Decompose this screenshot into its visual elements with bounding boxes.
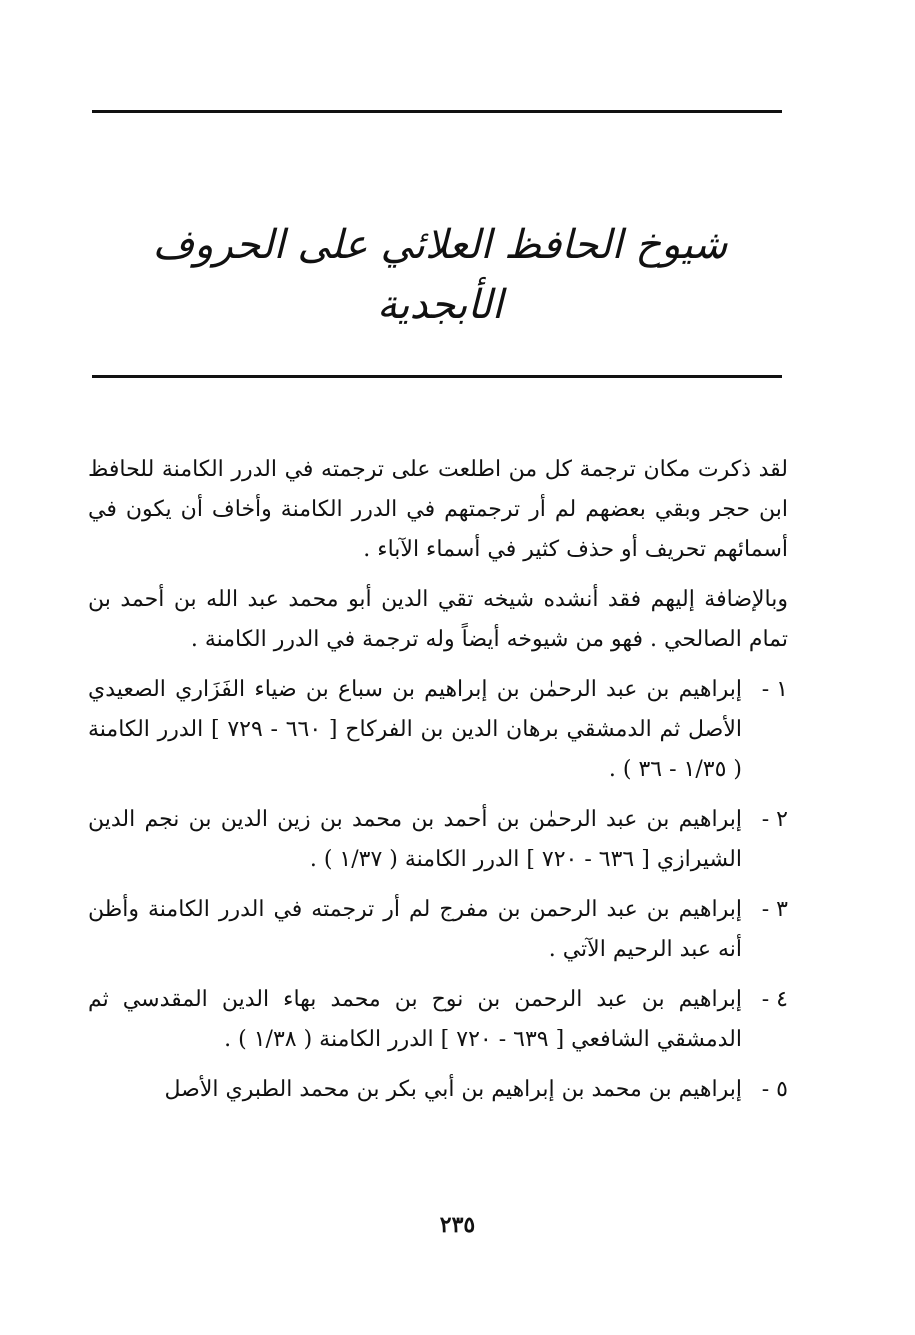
page-body [88, 450, 788, 1110]
page-title: شيوخ الحافظ العلائي على الحروف الأبجدية [152, 222, 728, 328]
entry-number: ٢ - [761, 807, 788, 832]
top-rule [92, 110, 782, 113]
entry-number: ٤ - [761, 987, 788, 1012]
entry-text: إبراهيم بن عبد الرحمن بن نوح بن محمد بهاء الدين المقدسي ثم الدمشقي الشافعي [ ٦٣٩ - ٧٢٠ ] الدرر الكامنة ( ١/٣٨ ) . [88, 987, 742, 1052]
entry-number: ١ - [761, 677, 788, 702]
entry-item [88, 1070, 788, 1110]
bottom-rule [92, 375, 782, 378]
intro-paragraph: لقد ذكرت مكان ترجمة كل من اطلعت على ترجمته في الدرر الكامنة للحافظ ابن حجر وبقي بعضهم لم أر ترجمتهم في الدرر الكامنة وأخاف أن يكون في أسمائهم تحريف أو حذف كثير في أسماء الآباء . [88, 457, 788, 562]
entry-text: إبراهيم بن عبد الرحمٰن بن إبراهيم بن سباع بن ضياء الفَزَاري الصعيدي الأصل ثم الدمشقي برهان الدين بن الفركاح [ ٦٦٠ - ٧٢٩ ] الدرر الكامنة ( ١/٣٥ - ٣٦ ) . [88, 677, 743, 782]
entry-item [88, 980, 788, 1060]
entry-item [88, 800, 788, 880]
entry-text: إبراهيم بن عبد الرحمن بن مفرج لم أر ترجمته في الدرر الكامنة وأظن أنه عبد الرحيم الآتي . [88, 897, 742, 962]
entry-text: إبراهيم بن عبد الرحمٰن بن أحمد بن محمد بن زين الدين بن نجم الدين الشيرازي [ ٦٣٦ - ٧٢٠ ] الدرر الكامنة ( ١/٣٧ ) . [88, 807, 742, 872]
entry-item [88, 890, 788, 970]
addition-paragraph: وبالإضافة إليهم فقد أنشده شيخه تقي الدين أبو محمد عبد الله بن أحمد بن تمام الصالحي . فهو من شيوخه أيضاً وله ترجمة في الدرر الكامنة . [88, 587, 788, 652]
page-number: ٢٣٥ [439, 1212, 476, 1238]
entry-number: ٥ - [761, 1077, 788, 1102]
entry-number: ٣ - [761, 897, 788, 922]
entry-text: إبراهيم بن محمد بن إبراهيم بن أبي بكر بن محمد الطبري الأصل [164, 1077, 742, 1102]
entry-item [88, 670, 788, 790]
